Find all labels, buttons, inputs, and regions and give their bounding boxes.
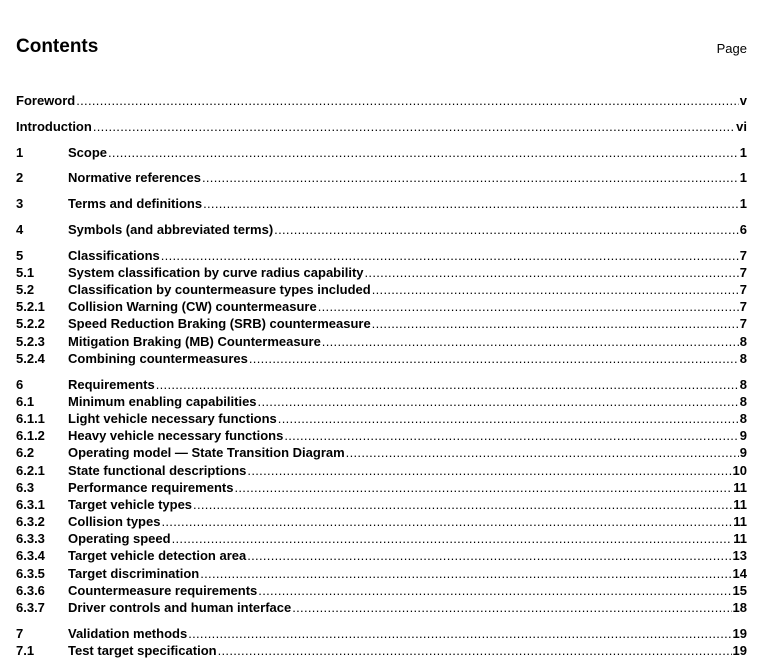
page-column-label: Page [716,41,747,56]
toc-entry-title: Mitigation Braking (MB) Countermeasure [68,333,321,349]
toc-entry-title: Target discrimination [68,565,200,581]
toc-entry-number: 6.1 [16,393,35,409]
toc-entry-page: 8 [739,393,747,409]
toc-entry-page: 7 [739,299,747,315]
toc-entry-page: 6 [739,221,747,237]
dot-leader [234,479,732,496]
toc-entry-number: 5.2.2 [16,316,45,332]
toc-entry-page: 13 [732,548,747,564]
dot-leader [365,264,739,281]
toc-entry-title: Test target specification [68,643,217,658]
toc-entry[interactable] [16,582,747,599]
dot-leader [156,376,739,393]
toc-entry-page: v [739,93,747,108]
toc-entry[interactable] [16,599,747,616]
toc-entry-page: 11 [733,479,747,495]
dot-leader [172,530,733,547]
toc-entry-page: 1 [739,170,747,186]
toc-entry-title: Speed Reduction Braking (SRB) countermeasure [68,316,371,332]
toc-entry-page: 8 [739,350,747,366]
toc-entry[interactable] [16,565,747,582]
toc-entry-page: 19 [732,625,747,641]
toc-entry[interactable] [16,462,747,479]
toc-entry-title: Collision Warning (CW) countermeasure [68,299,317,315]
toc-entry-page: 9 [739,428,747,444]
toc-entry[interactable] [16,376,747,393]
toc-entry[interactable] [16,169,747,186]
toc-entry-number: 6.3 [16,479,35,495]
toc-entry-page: 7 [739,264,747,280]
toc-entry-title: Introduction [16,118,92,134]
toc-entry-title: Driver controls and human interface [68,600,292,616]
dot-leader [258,582,731,599]
toc-entry-number: 6.3.2 [16,514,45,530]
toc-entry[interactable] [16,118,747,135]
toc-entry-title: Countermeasure requirements [68,582,258,598]
toc-entry-number: 6 [16,376,24,392]
toc-entry-title: Classification by countermeasure types included [68,282,371,298]
toc-entry-title: System classification by curve radius capability [68,264,364,280]
toc-entry-number: 6.2 [16,445,35,461]
toc-entry-title: Minimum enabling capabilities [68,393,257,409]
page-title: Contents [16,36,99,57]
toc-entry-number: 2 [16,170,24,186]
toc-entry-number: 6.3.4 [16,548,45,564]
toc-entry-page: 19 [732,643,747,658]
dot-leader [93,118,735,135]
toc-entry[interactable] [16,444,747,461]
toc-entry-title: Foreword [16,93,76,108]
toc-entry[interactable] [16,513,747,530]
toc-entry[interactable] [16,333,747,350]
toc-entry[interactable] [16,281,747,298]
toc-entry[interactable] [16,547,747,564]
toc-entry[interactable] [16,393,747,410]
dot-leader [200,565,731,582]
toc-entry-title: Normative references [68,170,201,186]
toc-entry-title: Target vehicle detection area [68,548,247,564]
toc-entry-title: State functional descriptions [68,462,247,478]
dot-leader [249,350,739,367]
toc-entry-number: 6.1.2 [16,428,45,444]
dot-leader [193,496,732,513]
dot-leader [318,298,739,315]
toc-entry-title: Collision types [68,514,161,530]
toc-entry-page: 1 [739,196,747,212]
toc-entry-page: 7 [739,247,747,263]
dot-leader [188,625,731,642]
toc-entry[interactable] [16,479,747,496]
dot-leader [292,599,731,616]
dot-leader [284,427,738,444]
toc-entry-page: 11 [733,531,747,547]
toc-entry[interactable] [16,247,747,264]
dot-leader [346,444,739,461]
toc-entry-page: 9 [739,445,747,461]
dot-leader [372,281,739,298]
toc-entry[interactable] [16,410,747,427]
toc-entry-number: 5.2.1 [16,299,45,315]
table-of-contents [16,92,747,659]
toc-entry-number: 4 [16,221,24,237]
dot-leader [372,315,739,332]
toc-entry-title: Operating model — State Transition Diagram [68,445,345,461]
toc-entry-page: 8 [739,410,747,426]
toc-entry[interactable] [16,298,747,315]
dot-leader [218,642,732,659]
toc-entry-number: 6.1.1 [16,410,45,426]
toc-entry-title: Requirements [68,376,155,392]
toc-entry-number: 5.2 [16,282,35,298]
toc-entry-number: 3 [16,196,24,212]
toc-entry-page: 7 [739,282,747,298]
toc-entry-page: 15 [732,582,747,598]
toc-entry-page: 11 [733,496,747,512]
toc-entry-title: Classifications [68,247,160,263]
dot-leader [203,195,739,212]
toc-entry[interactable] [16,530,747,547]
dot-leader [247,462,731,479]
toc-entry-page: 1 [739,144,747,160]
toc-entry-number: 6.3.5 [16,565,45,581]
toc-entry-number: 7.1 [16,643,35,658]
dot-leader [202,169,739,186]
dot-leader [274,221,739,238]
toc-entry[interactable] [16,221,747,238]
toc-entry-page: 7 [739,316,747,332]
toc-entry-title: Performance requirements [68,479,234,495]
toc-entry[interactable] [16,350,747,367]
toc-entry-title: Combining countermeasures [68,350,248,366]
toc-entry[interactable] [16,144,747,161]
toc-entry-number: 1 [16,144,24,160]
toc-entry-title: Heavy vehicle necessary functions [68,428,284,444]
toc-entry-title: Symbols (and abbreviated terms) [68,221,274,237]
toc-entry-number: 5 [16,247,24,263]
toc-entry-page: 11 [733,514,747,530]
toc-entry[interactable] [16,427,747,444]
dot-leader [76,92,739,109]
toc-entry[interactable] [16,625,747,642]
toc-entry-number: 6.2.1 [16,462,45,478]
toc-entry-number: 5.2.4 [16,350,45,366]
toc-entry-title: Light vehicle necessary functions [68,410,277,426]
toc-entry-page: 8 [739,376,747,392]
toc-entry-title: Operating speed [68,531,171,547]
dot-leader [278,410,739,427]
toc-entry-number: 6.3.1 [16,496,45,512]
toc-entry-number: 6.3.6 [16,582,45,598]
toc-entry-number: 6.3.3 [16,531,45,547]
toc-entry[interactable] [16,195,747,212]
toc-entry-number: 7 [16,625,24,641]
toc-entry-title: Scope [68,144,108,160]
toc-entry-page: 18 [732,600,747,616]
toc-entry-page: 8 [739,333,747,349]
dot-leader [108,144,739,161]
toc-entry-number: 6.3.7 [16,600,45,616]
toc-entry[interactable] [16,642,747,659]
toc-entry-number: 5.1 [16,264,35,280]
toc-entry[interactable] [16,496,747,513]
toc-entry[interactable] [16,264,747,281]
dot-leader [258,393,739,410]
toc-entry-number: 5.2.3 [16,333,45,349]
toc-entry-page: vi [736,118,747,134]
dot-leader [161,247,739,264]
toc-entry[interactable] [16,315,747,332]
toc-entry-title: Validation methods [68,625,188,641]
toc-entry-title: Terms and definitions [68,196,203,212]
dot-leader [322,333,739,350]
toc-entry[interactable] [16,92,747,109]
toc-entry-title: Target vehicle types [68,496,193,512]
toc-entry-page: 14 [732,565,747,581]
dot-leader [161,513,732,530]
dot-leader [247,547,731,564]
toc-entry-page: 10 [732,462,747,478]
